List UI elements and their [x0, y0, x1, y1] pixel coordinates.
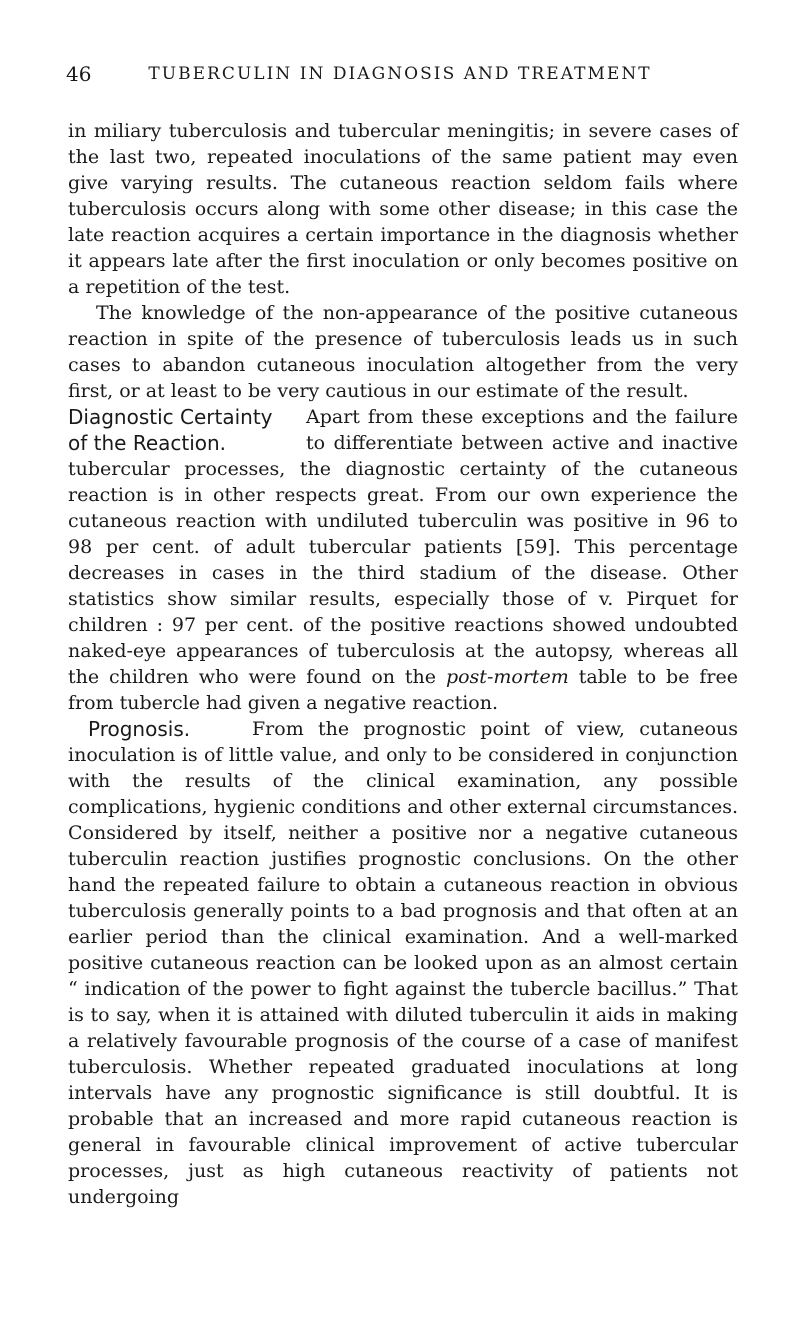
paragraph-3-italic: post-mortem	[445, 666, 569, 688]
sidenote-diagnostic-line-1: Diagnostic Certainty	[68, 405, 273, 429]
paragraph-2: The knowledge of the non-appearance of the positive cutaneous reaction in spite of the presence of tuberculosis leads us in such cases to abandon cutaneous inoculation altogether from the very first, or at least to be very cautious in our estimate of the result.	[68, 302, 738, 402]
paragraph-1: in miliary tuberculosis and tubercular meningitis; in severe cases of the last two, repeated inoculations of the same patient may even give varying results. The cutaneous reaction seldom fails where tuberculosis occurs along with some other disease; in this case the late reaction acquires a certain importance in the diagnosis whether it appears late after the first inoculation or only becomes positive on a repetition of the test.	[68, 120, 738, 298]
body-text	[68, 118, 738, 1210]
paragraph-4-text: From the prognostic point of view, cutaneous inoculation is of little value, and only to be considered in conjunction with the results of the clinical examination, any possible complications, hygienic conditions and other external circumstances. Considered by itself, neither a positive nor a negative cutaneous tuberculin reaction justifies prognostic conclusions. On the other hand the repeated failure to obtain a cutaneous reaction in obvious tuberculosis generally points to a bad prognosis and that often at an earlier period than the clinical examination. And a well-marked positive cutaneous reaction can be looked upon as an almost certain “ indication of the power to fight against the tubercle bacillus.” That is to say, when it is attained with diluted tuberculin it aids in making a relatively favourable prognosis of the course of a case of manifest tuberculosis. Whether repeated graduated inoculations at long intervals have any prognostic significance is still doubtful. It is probable that an increased and more rapid cutaneous reaction is general in favourable clinical improvement of active tubercular processes, just as high cutaneous reactivity of patients not undergoing	[68, 718, 738, 1208]
sidenote-diagnostic-line-2: of the Reaction.	[68, 431, 227, 455]
page-header	[0, 62, 800, 92]
paragraph-3	[68, 404, 738, 716]
paragraph-3-text-b: table to be free from tubercle had given a negative reaction.	[68, 666, 738, 714]
paragraph-4	[68, 716, 738, 1210]
sidenote-diagnostic-certainty	[68, 404, 292, 456]
running-title: TUBERCULIN IN DIAGNOSIS AND TREATMENT	[148, 64, 652, 84]
page-number: 46	[66, 62, 92, 86]
sidenote-prognosis: Prognosis.	[88, 717, 191, 741]
paragraph-3-text-a: Apart from these exceptions and the failure to differentiate between active and inactive tubercular processes, the diagnostic certainty of the cutaneous reaction is in other respects great. From our own experience the cutaneous reaction with undiluted tuberculin was positive in 96 to 98 per cent. of adult tubercular patients [59]. This percentage decreases in cases in the third stadium of the disease. Other statistics show similar results, especially those of v. Pirquet for children : 97 per cent. of the positive reactions showed undoubted naked-eye appearances of tuberculosis at the autopsy, whereas all the children who were found on the	[68, 406, 738, 688]
